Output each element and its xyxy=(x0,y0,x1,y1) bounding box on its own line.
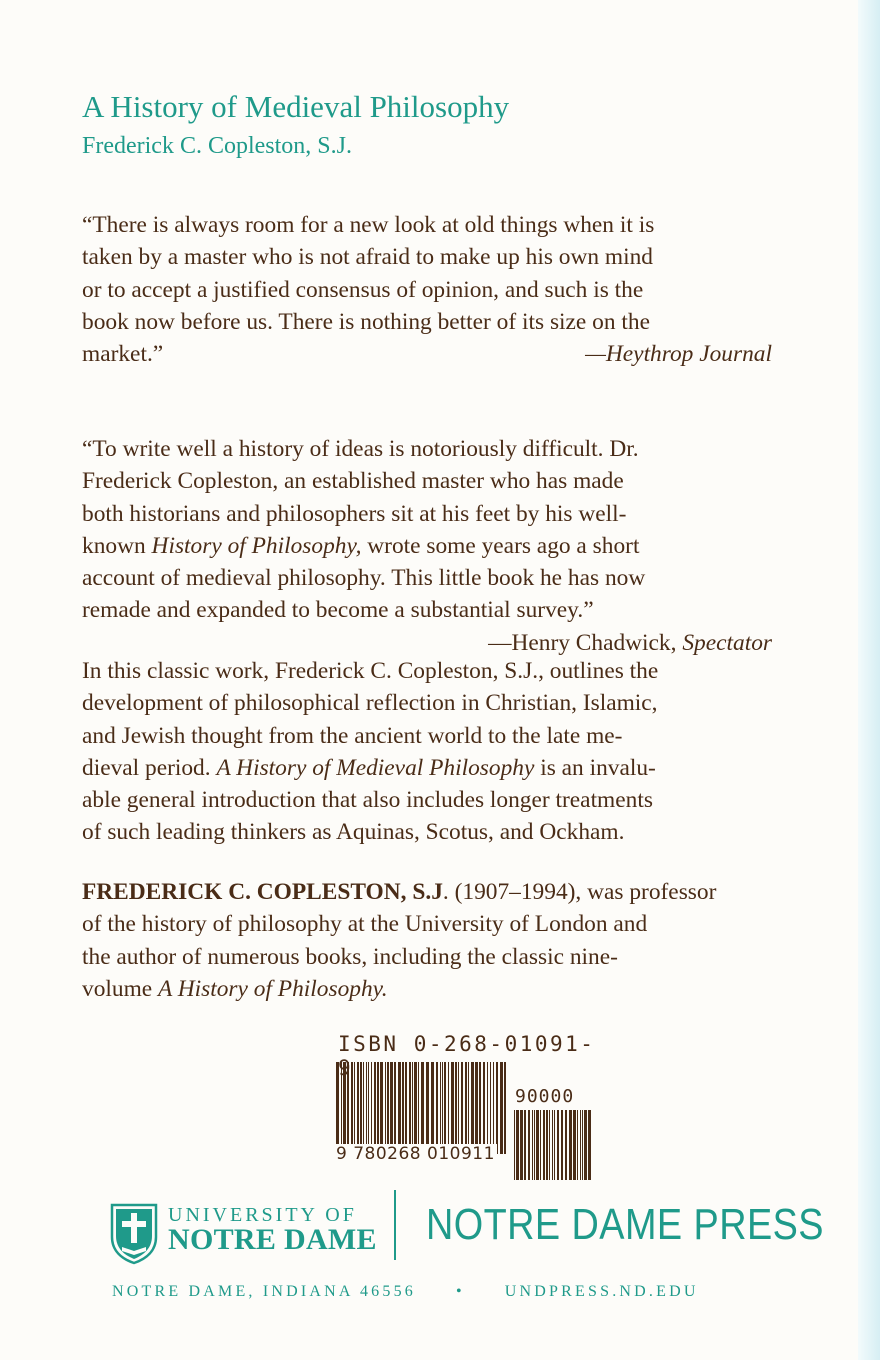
barcode-bars xyxy=(336,1062,508,1154)
quote-text: wrote some years ago a short xyxy=(367,532,640,559)
bio-text: . (1907–1994), was professor xyxy=(442,879,717,905)
quote-line-last xyxy=(82,338,772,370)
barcode-bar xyxy=(540,1110,541,1180)
barcode-bar xyxy=(436,1062,438,1154)
desc-line: able general introduction that also includes longer treatments xyxy=(82,787,653,814)
bio-line-mixed xyxy=(82,973,772,1005)
barcode-bar xyxy=(577,1110,578,1180)
bio-line: of the history of philosophy at the University of London and xyxy=(82,911,648,938)
barcode-bar xyxy=(380,1062,383,1154)
barcode-bar xyxy=(487,1062,488,1154)
quote-line: “There is always room for a new look at old things when it is xyxy=(82,212,655,238)
barcode-bar xyxy=(580,1110,581,1180)
barcode-bar xyxy=(390,1062,393,1154)
cover-edge xyxy=(858,0,880,1360)
barcode-bar xyxy=(455,1062,457,1154)
barcode-bar xyxy=(377,1062,379,1154)
barcode-bar xyxy=(493,1062,494,1154)
barcode-bar xyxy=(412,1062,413,1154)
barcode-bar xyxy=(532,1110,533,1180)
barcode-bar xyxy=(351,1062,353,1154)
bio-text: volume xyxy=(82,975,153,1002)
barcode-bar xyxy=(431,1062,434,1154)
isbn-number: ISBN 0-268-01091- xyxy=(338,1032,596,1056)
quote-line: remade and expanded to become a substantial survey.” xyxy=(82,597,594,624)
barcode-bar xyxy=(374,1062,376,1154)
quote-line: account of medieval philosophy. This little book he has now xyxy=(82,565,646,592)
barcode-bar xyxy=(368,1062,369,1154)
author-bio xyxy=(82,876,772,1005)
review-quote-2 xyxy=(82,433,772,659)
barcode-bar xyxy=(371,1062,372,1154)
press-name: NOTRE DAME PRESS xyxy=(426,1200,824,1249)
barcode-bar xyxy=(504,1062,506,1154)
barcode-bar xyxy=(347,1062,349,1154)
barcode-bar xyxy=(479,1062,481,1154)
barcode-bar xyxy=(360,1062,362,1154)
barcode-bar xyxy=(458,1062,459,1154)
review-quote-1 xyxy=(82,209,772,370)
barcode-bar xyxy=(565,1110,567,1180)
bio-line: the author of numerous books, including the classic nine- xyxy=(82,943,618,970)
book-title: A History of Medieval Philosophy xyxy=(82,89,510,124)
quote-line: Frederick Copleston, an established master who has made xyxy=(82,468,624,495)
barcode-bar xyxy=(414,1062,417,1154)
barcode-bar xyxy=(366,1062,367,1154)
barcode-bar xyxy=(554,1110,555,1180)
barcode-bar xyxy=(475,1062,478,1154)
barcode-bar xyxy=(528,1110,530,1180)
barcode-bar xyxy=(516,1110,519,1180)
barcode-bar xyxy=(588,1110,591,1180)
publisher-website: UNDPRESS.ND.EDU xyxy=(504,1283,699,1300)
quote-attribution: —Heythrop Journal xyxy=(585,341,772,368)
barcode-bar xyxy=(468,1062,469,1154)
barcode-bar xyxy=(421,1062,424,1154)
book-description xyxy=(82,655,772,849)
barcode-bar xyxy=(402,1062,404,1154)
barcode-addon-bars xyxy=(514,1110,592,1180)
barcode-bar xyxy=(500,1062,503,1154)
attribution-source: Spectator xyxy=(682,629,772,656)
barcode-bar xyxy=(387,1062,389,1154)
barcode-bar xyxy=(584,1110,587,1180)
attribution-name: —Henry Chadwick, xyxy=(488,629,677,656)
barcode-bar xyxy=(448,1062,449,1154)
barcode-bar xyxy=(343,1062,346,1154)
barcode-bar xyxy=(524,1110,526,1180)
barcode-addon-number: 90000 xyxy=(515,1086,575,1107)
desc-line: and Jewish thought from the ancient world to the late me- xyxy=(82,722,623,749)
logo-divider xyxy=(394,1190,396,1260)
barcode-bar xyxy=(561,1110,563,1180)
barcode-bar xyxy=(354,1062,355,1154)
bio-author-name: FREDERICK C. COPLESTON, S.J xyxy=(82,879,443,905)
barcode-bar xyxy=(363,1062,364,1154)
notre-dame-shield-icon xyxy=(110,1203,158,1265)
book-author: Frederick C. Copleston, S.J. xyxy=(82,133,352,159)
barcode-bar xyxy=(514,1110,515,1180)
footer-separator: • xyxy=(455,1283,465,1300)
barcode-bar xyxy=(569,1110,572,1180)
barcode-bar xyxy=(557,1110,559,1180)
barcode-bar xyxy=(418,1062,419,1154)
barcode-ean-number: 9 780268 010911 xyxy=(336,1144,495,1164)
barcode-bar xyxy=(471,1062,474,1154)
barcode-bar xyxy=(394,1062,396,1154)
bio-book-title: A History of Philosophy. xyxy=(158,975,388,1002)
barcode-bar xyxy=(543,1110,545,1180)
quote-line: “To write well a history of ideas is notoriously difficult. Dr. xyxy=(82,436,639,462)
barcode-bar xyxy=(483,1062,485,1154)
barcode-bar xyxy=(442,1062,443,1154)
barcode-bar xyxy=(534,1110,535,1180)
desc-line: of such leading thinkers as Aquinas, Scotus, and Ockham. xyxy=(82,819,625,846)
barcode-bar xyxy=(341,1062,342,1154)
barcode-bar xyxy=(582,1110,583,1180)
barcode-bar xyxy=(465,1062,467,1154)
barcode-bar xyxy=(444,1062,446,1154)
barcode-bar xyxy=(552,1110,553,1180)
barcode-bar xyxy=(426,1062,429,1154)
barcode-bar xyxy=(520,1110,523,1180)
quote-line: taken by a master who is not afraid to make up his own mind xyxy=(82,244,654,271)
desc-line: In this classic work, Frederick C. Copleston, S.J., outlines the xyxy=(82,658,659,684)
barcode-bar xyxy=(451,1062,454,1154)
quote-line: market.” xyxy=(82,341,164,368)
quote-line: both historians and philosophers sit at his feet by his well- xyxy=(82,500,627,527)
barcode-bar xyxy=(336,1062,339,1154)
barcode-bar xyxy=(405,1062,407,1154)
barcode-bar xyxy=(409,1062,411,1154)
barcode-bar xyxy=(546,1110,548,1180)
quote-line: or to accept a justified consensus of opinion, and such is the xyxy=(82,276,644,303)
university-name-line2: NOTRE DAME xyxy=(168,1223,377,1256)
publisher-address: NOTRE DAME, INDIANA 46556 xyxy=(112,1283,416,1300)
bio-line-1 xyxy=(82,876,772,908)
quote-book-title: History of Philosophy, xyxy=(151,532,362,559)
quote-line: book now before us. There is nothing better of its size on the xyxy=(82,308,650,335)
barcode-bar xyxy=(573,1110,576,1180)
university-name-line1: UNIVERSITY OF xyxy=(168,1204,357,1226)
publisher-footer xyxy=(112,1283,699,1301)
desc-line: development of philosophical reflection in Christian, Islamic, xyxy=(82,690,658,717)
isbn-barcode xyxy=(332,1032,602,1162)
barcode-bar xyxy=(440,1062,441,1154)
barcode-bar xyxy=(490,1062,491,1154)
barcode-bar xyxy=(536,1110,539,1180)
desc-text: is an invalu- xyxy=(540,754,656,781)
desc-line-mixed xyxy=(82,752,772,784)
quote-text: known xyxy=(82,532,146,559)
quote-line-mixed xyxy=(82,530,772,562)
barcode-bar xyxy=(461,1062,463,1154)
barcode-bar xyxy=(357,1062,359,1154)
desc-text: dieval period. xyxy=(82,754,211,781)
desc-book-title: A History of Medieval Philosophy xyxy=(216,754,535,781)
barcode-bar xyxy=(496,1062,498,1154)
barcode-bar xyxy=(385,1062,386,1154)
barcode-bar xyxy=(549,1110,550,1180)
barcode-bar xyxy=(398,1062,401,1154)
